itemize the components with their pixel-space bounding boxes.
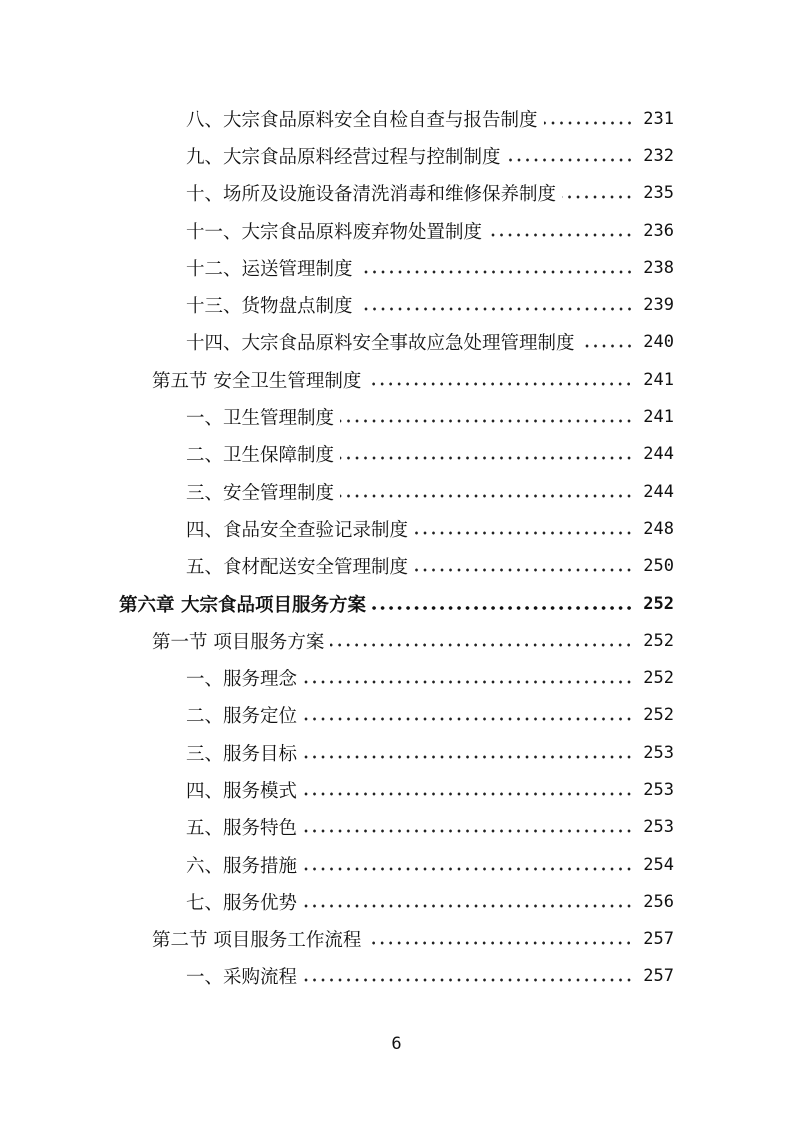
toc-entry-page: 241 xyxy=(643,369,674,390)
dot-leader xyxy=(303,829,633,833)
dot-leader xyxy=(372,606,633,610)
toc-entry[interactable] xyxy=(0,249,793,286)
toc-entry-title: 第二节 项目服务工作流程 xyxy=(152,930,362,952)
toc-entry[interactable] xyxy=(0,771,793,808)
toc-entry-page: 239 xyxy=(643,295,674,316)
toc-section-entry[interactable] xyxy=(0,361,793,398)
toc-entry-page: 238 xyxy=(643,257,674,278)
toc-entry-page: 248 xyxy=(643,518,674,539)
toc-entry[interactable] xyxy=(0,809,793,846)
page-number: 6 xyxy=(391,1034,402,1054)
dot-leader xyxy=(303,717,633,721)
toc-entry[interactable] xyxy=(0,473,793,510)
dot-leader xyxy=(340,419,633,423)
toc-entry-title: 十二、运送管理制度 xyxy=(186,258,353,280)
toc-entry-title: 十、场所及设施设备清洗消毒和维修保养制度 xyxy=(186,184,557,206)
toc-entry-title: 第六章 大宗食品项目服务方案 xyxy=(119,594,366,616)
dot-leader xyxy=(340,456,633,460)
toc-entry-title: 第五节 安全卫生管理制度 xyxy=(152,370,362,392)
toc-entry[interactable] xyxy=(0,286,793,323)
dot-leader xyxy=(303,755,633,759)
toc-entry-page: 257 xyxy=(643,966,674,987)
toc-entry-title: 四、食品安全查验记录制度 xyxy=(186,519,409,541)
dot-leader xyxy=(359,270,634,274)
toc-entry-title: 六、服务措施 xyxy=(186,855,298,877)
dot-leader xyxy=(303,904,633,908)
table-of-contents xyxy=(0,100,793,995)
toc-entry-page: 231 xyxy=(643,108,674,129)
toc-entry-title: 十三、货物盘点制度 xyxy=(186,296,353,318)
toc-entry-page: 257 xyxy=(643,929,674,950)
dot-leader xyxy=(581,344,634,348)
dot-leader xyxy=(303,978,633,982)
toc-entry-title: 二、服务定位 xyxy=(186,706,298,728)
toc-entry-title: 一、采购流程 xyxy=(186,967,298,989)
toc-entry[interactable] xyxy=(0,697,793,734)
dot-leader xyxy=(562,195,633,199)
toc-entry[interactable] xyxy=(0,175,793,212)
toc-entry-page: 241 xyxy=(643,407,674,428)
toc-entry-title: 十一、大宗食品原料废弃物处置制度 xyxy=(186,221,483,243)
toc-entry-page: 240 xyxy=(643,332,674,353)
dot-leader xyxy=(507,158,634,162)
toc-chapter-entry[interactable] xyxy=(0,585,793,622)
dot-leader xyxy=(367,382,633,386)
dot-leader xyxy=(303,867,633,871)
toc-entry-page: 254 xyxy=(643,854,674,875)
dot-leader xyxy=(367,941,633,945)
toc-entry[interactable] xyxy=(0,137,793,174)
toc-entry-title: 十四、大宗食品原料安全事故应急处理管理制度 xyxy=(186,333,575,355)
toc-entry-page: 256 xyxy=(643,891,674,912)
toc-entry[interactable] xyxy=(0,548,793,585)
toc-entry-title: 一、服务理念 xyxy=(186,669,298,691)
toc-entry[interactable] xyxy=(0,436,793,473)
dot-leader xyxy=(544,121,634,125)
toc-entry-page: 253 xyxy=(643,817,674,838)
toc-entry-page: 253 xyxy=(643,742,674,763)
toc-entry-title: 三、安全管理制度 xyxy=(186,482,335,504)
toc-entry-page: 252 xyxy=(643,630,674,651)
toc-entry[interactable] xyxy=(0,100,793,137)
toc-section-entry[interactable] xyxy=(0,622,793,659)
toc-entry[interactable] xyxy=(0,883,793,920)
toc-entry-page: 232 xyxy=(643,145,674,166)
toc-entry-title: 第一节 项目服务方案 xyxy=(152,631,325,653)
toc-entry[interactable] xyxy=(0,958,793,995)
toc-entry-page: 236 xyxy=(643,220,674,241)
toc-section-entry[interactable] xyxy=(0,921,793,958)
toc-entry-title: 八、大宗食品原料安全自检自查与报告制度 xyxy=(186,109,538,131)
toc-entry-title: 七、服务优势 xyxy=(186,892,298,914)
dot-leader xyxy=(359,307,634,311)
toc-entry-title: 九、大宗食品原料经营过程与控制制度 xyxy=(186,146,501,168)
toc-entry-page: 244 xyxy=(643,444,674,465)
dot-leader xyxy=(414,531,633,535)
toc-entry[interactable] xyxy=(0,659,793,696)
toc-entry-title: 五、服务特色 xyxy=(186,818,298,840)
dot-leader xyxy=(303,680,633,684)
toc-entry-page: 253 xyxy=(643,779,674,800)
toc-entry-page: 235 xyxy=(643,183,674,204)
toc-entry[interactable] xyxy=(0,734,793,771)
toc-entry[interactable] xyxy=(0,324,793,361)
toc-entry[interactable] xyxy=(0,398,793,435)
toc-entry-title: 二、卫生保障制度 xyxy=(186,445,335,467)
toc-entry-page: 252 xyxy=(643,593,674,614)
toc-entry-page: 252 xyxy=(643,668,674,689)
toc-entry[interactable] xyxy=(0,510,793,547)
dot-leader xyxy=(414,568,633,572)
toc-entry-page: 244 xyxy=(643,481,674,502)
toc-entry-page: 250 xyxy=(643,556,674,577)
toc-entry-page: 252 xyxy=(643,705,674,726)
dot-leader xyxy=(303,792,633,796)
dot-leader xyxy=(488,233,633,237)
toc-entry-title: 三、服务目标 xyxy=(186,743,298,765)
dot-leader xyxy=(340,494,633,498)
toc-entry[interactable] xyxy=(0,846,793,883)
toc-entry-title: 一、卫生管理制度 xyxy=(186,408,335,430)
toc-entry-title: 五、食材配送安全管理制度 xyxy=(186,557,409,579)
toc-entry[interactable] xyxy=(0,212,793,249)
dot-leader xyxy=(330,643,633,647)
toc-entry-title: 四、服务模式 xyxy=(186,780,298,802)
